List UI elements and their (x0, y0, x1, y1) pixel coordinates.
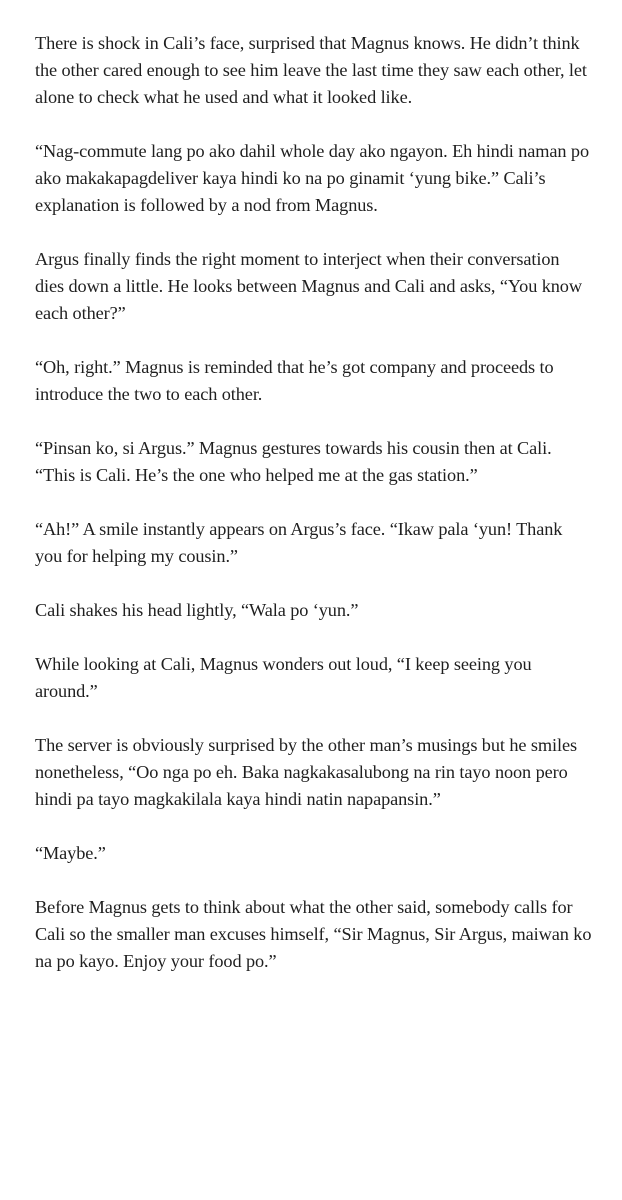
story-paragraph: The server is obviously surprised by the other man’s musings but he smiles nonetheless, “Oo nga po eh. Baka nagkakasalubong na rin tayo noon pero hindi pa tayo magkakilala kaya hindi natin napapansin.” (35, 735, 577, 809)
story-paragraph: “Nag-commute lang po ako dahil whole day ako ngayon. Eh hindi naman po ako makakapagdeliver kaya hindi ko na po ginamit ‘yung bike.” Cali’s explanation is followed by a nod from Magnus. (35, 141, 589, 215)
story-paragraph: Before Magnus gets to think about what the other said, somebody calls for Cali so the smaller man excuses himself, “Sir Magnus, Sir Argus, maiwan ko na po kayo. Enjoy your food po.” (35, 897, 592, 971)
story-paragraph: “Ah!” A smile instantly appears on Argus’s face. “Ikaw pala ‘yun! Thank you for helping my cousin.” (35, 519, 563, 566)
story-paragraph: “Maybe.” (35, 843, 106, 863)
story-paragraph: Cali shakes his head lightly, “Wala po ‘yun.” (35, 600, 359, 620)
story-paragraph: “Pinsan ko, si Argus.” Magnus gestures towards his cousin then at Cali. “This is Cali. He’s the one who helped me at the gas station.” (35, 438, 552, 485)
story-paragraph: While looking at Cali, Magnus wonders out loud, “I keep seeing you around.” (35, 654, 532, 701)
story-paragraph: Argus finally finds the right moment to interject when their conversation dies down a little. He looks between Magnus and Cali and asks, “You know each other?” (35, 249, 582, 323)
story-paragraph: “Oh, right.” Magnus is reminded that he’s got company and proceeds to introduce the two to each other. (35, 357, 554, 404)
story-paragraph: There is shock in Cali’s face, surprised that Magnus knows. He didn’t think the other cared enough to see him leave the last time they saw each other, let alone to check what he used and what it looked like. (35, 33, 587, 107)
